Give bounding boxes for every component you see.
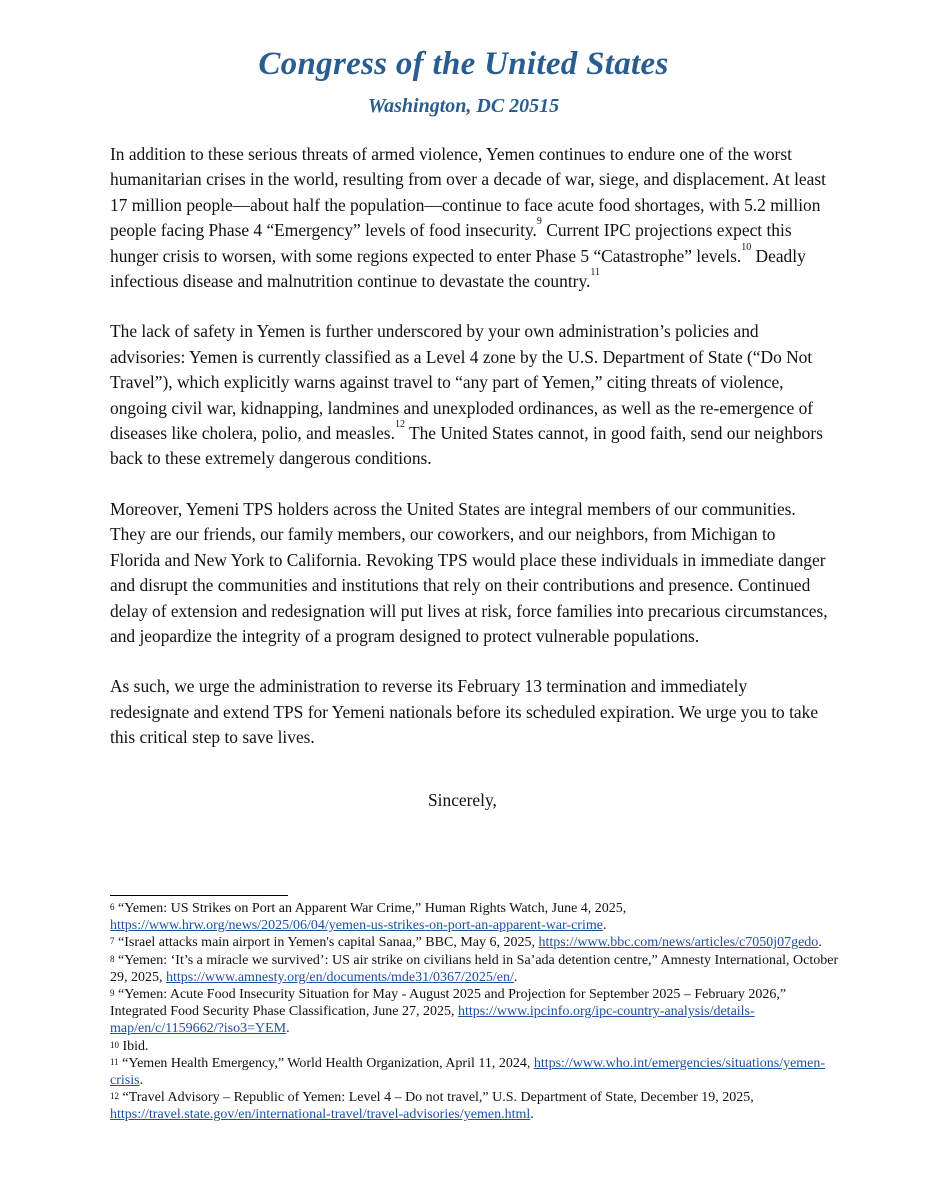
footnote: $^{12}$ “Travel Advisory – Republic of Yemen: Level 4 – Do not travel,” U.S. Department of State, December 19, 2025, https://travel.state.gov/en/international-travel/travel-advisories/yemen.html. xyxy=(110,1090,754,1123)
footnote-link[interactable]: https://www.amnesty.org/en/documents/mde31/0367/2025/en/ xyxy=(166,969,514,985)
footnotes xyxy=(110,900,840,1124)
footnote-link[interactable]: https://www.who.int/emergencies/situations/yemen-crisis xyxy=(110,1055,826,1089)
footnote-ref-9[interactable]: 9 xyxy=(536,216,542,228)
footnote-link[interactable]: https://travel.state.gov/en/international-travel/travel-advisories/yemen.html xyxy=(110,1107,531,1123)
footnote: $^8$ “Yemen: ‘It’s a miracle we survived’: US air strike on civilians held in Sa’ada detention centre,” Amnesty International, October 29, 2025, https://www.amnesty.org/en/documents/mde31/0367/2025/en/. xyxy=(110,952,839,985)
paragraph-humanitarian-crisis: In addition to these serious threats of armed violence, Yemen continues to endure one of the worst humanitarian crises in the world, resulting from over a decade of war, siege, and displacement. At least 17 million people—about half the population—continue to face acute food shortages, with 5.2 million people facing Phase 4 “Emergency” levels of food insecurity.$^9$ Current IPC projections expect this hunger crisis to worsen, with some regions expected to enter Phase 5 “Catastrophe” levels.$^{10}$ Deadly infectious disease and malnutrition continue to devastate the country.$^{11}$ xyxy=(110,144,826,292)
letterhead xyxy=(0,44,927,118)
footnote-link[interactable]: https://www.hrw.org/news/2025/06/04/yemen-us-strikes-on-port-an-apparent-war-crime xyxy=(110,918,603,934)
letter-body xyxy=(110,142,830,776)
paragraph-request: As such, we urge the administration to reverse its February 13 termination and immediately redesignate and extend TPS for Yemeni nationals before its scheduled expiration. We urge you to take this critical step to save lives. xyxy=(110,676,819,748)
paragraph-communities: Moreover, Yemeni TPS holders across the United States are integral members of our communities. They are our friends, our family members, our coworkers, and our neighbors, from Michigan to Florida and New York to California. Revoking TPS would place these individuals in immediate danger and disrupt the communities and institutions that rely on their contributions and presence. Continued delay of extension and redesignation will put lives at risk, force families into precarious circumstances, and jeopardize the integrity of a program designed to protect vulnerable populations. xyxy=(110,498,828,646)
footnote: $^{10}$ Ibid. xyxy=(110,1038,149,1054)
footnote-ref-11[interactable]: 11 xyxy=(590,267,600,279)
footnote-ref-12[interactable]: 12 xyxy=(394,419,405,431)
footnote: $^6$ “Yemen: US Strikes on Port an Apparent War Crime,” Human Rights Watch, June 4, 2025, https://www.hrw.org/news/2025/06/04/yemen-us-strikes-on-port-an-apparent-war-crime. xyxy=(110,901,627,934)
footnote: $^9$ “Yemen: Acute Food Insecurity Situation for May - August 2025 and Projection for September 2025 – February 2026,” Integrated Food Security Phase Classification, June 27, 2025, https://www.ipcinfo.org/ipc-country-analysis/details-map/en/c/1159662/?iso3=YEM. xyxy=(110,987,787,1037)
letterhead-title: Congress of the United States xyxy=(258,46,669,82)
footnote: $^7$ “Israel attacks main airport in Yemen's capital Sanaa,” BBC, May 6, 2025, https://www.bbc.com/news/articles/c7050j07gedo. xyxy=(110,935,822,951)
footnote-divider xyxy=(110,895,288,896)
footnote-link[interactable]: https://www.ipcinfo.org/ipc-country-analysis/details-map/en/c/1159662/?iso3=YEM xyxy=(110,1004,755,1037)
footnote: $^{11}$ “Yemen Health Emergency,” World Health Organization, April 11, 2024, https://www.who.int/emergencies/situations/yemen-crisis. xyxy=(110,1055,826,1089)
closing: Sincerely, xyxy=(428,790,497,810)
footnote-ref-10[interactable]: 10 xyxy=(741,241,752,253)
footnote-link[interactable]: https://www.bbc.com/news/articles/c7050j07gedo xyxy=(538,935,819,951)
letterhead-address: Washington, DC 20515 xyxy=(367,95,560,117)
paragraph-safety: The lack of safety in Yemen is further underscored by your own administration’s policies and advisories: Yemen is currently classified as a Level 4 zone by the U.S. Department of State (“Do Not Travel”), which explicitly warns against travel to “any part of Yemen,” citing threats of violence, ongoing civil war, kidnapping, landmines and unexploded ordinances, as well as the re-emergence of diseases like cholera, polio, and measles.$^{12}$ The United States cannot, in good faith, send our neighbors back to these extremely dangerous conditions. xyxy=(110,321,823,469)
